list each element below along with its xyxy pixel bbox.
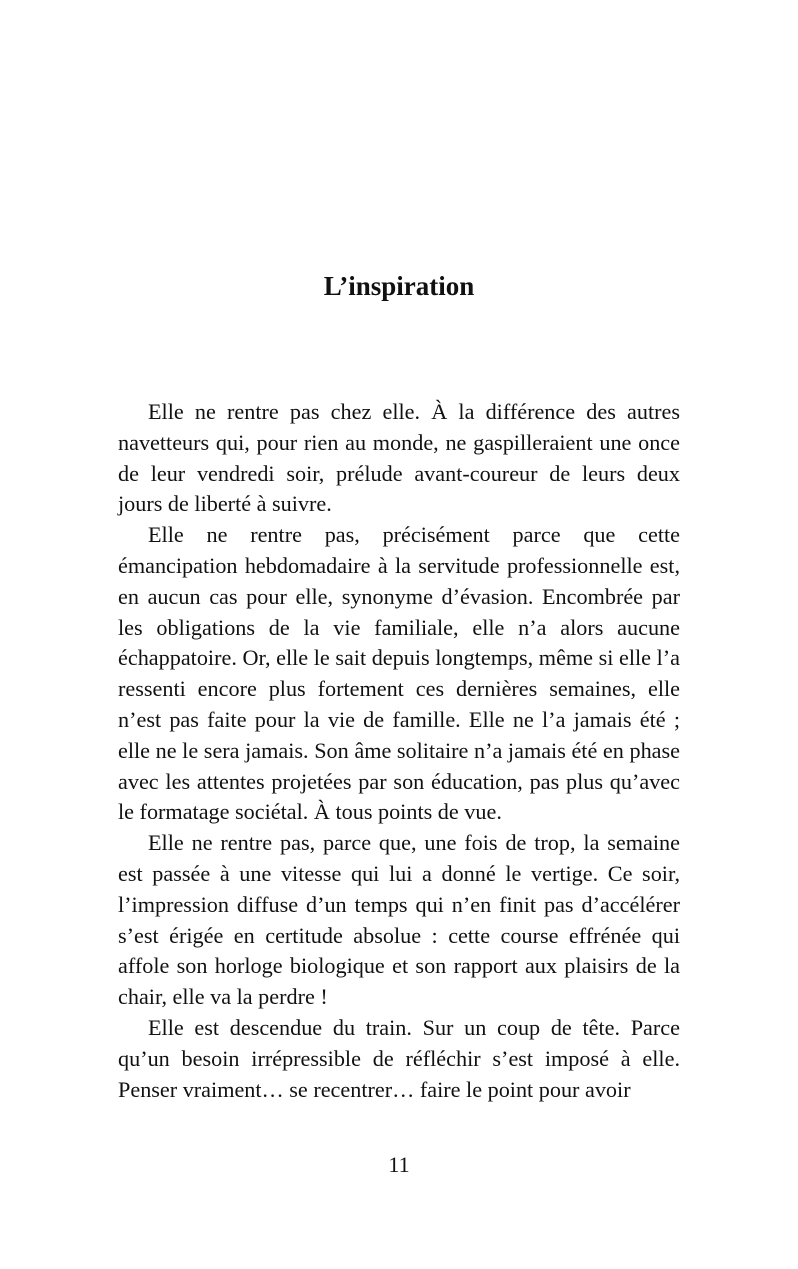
paragraph-3: Elle ne rentre pas, parce que, une fois de trop, la semaine est passée à une vitesse qui lui a donné le vertige. Ce soir, l’impression diffuse d’un temps qui n’en finit pas d’accélérer s’est érigée en certitude absolue : cette course effrénée qui affole son horloge biologique et son rapport aux plaisirs de la chair, elle va la perdre ! [118, 830, 680, 1010]
body-text [118, 397, 680, 1105]
paragraph-2: Elle ne rentre pas, précisément parce que cette émancipation hebdomadaire à la servitude professionnelle est, en aucun cas pour elle, synonyme d’évasion. Encombrée par les obligations de la vie familiale, elle n’a alors aucune échappatoire. Or, elle le sait depuis longtemps, même si elle l’a ressenti encore plus fortement ces dernières semaines, elle n’est pas faite pour la vie de famille. Elle ne l’a jamais été ; elle ne le sera jamais. Son âme solitaire n’a jamais été en phase avec les attentes projetées par son éducation, pas plus qu’avec le formatage sociétal. À tous points de vue. [118, 522, 680, 825]
chapter-title: L’inspiration [323, 271, 475, 301]
paragraph-4: Elle est descendue du train. Sur un coup de tête. Parce qu’un besoin irrépressible de réfléchir s’est imposé à elle. Penser vraiment… se recentrer… faire le point pour avoir [118, 1014, 680, 1102]
page-number: 11 [388, 1152, 410, 1177]
paragraph-1: Elle ne rentre pas chez elle. À la différence des autres navetteurs qui, pour rien au monde, ne gaspilleraient une once de leur vendredi soir, prélude avant-coureur de leurs deux jours de liberté à suivre. [118, 399, 680, 517]
